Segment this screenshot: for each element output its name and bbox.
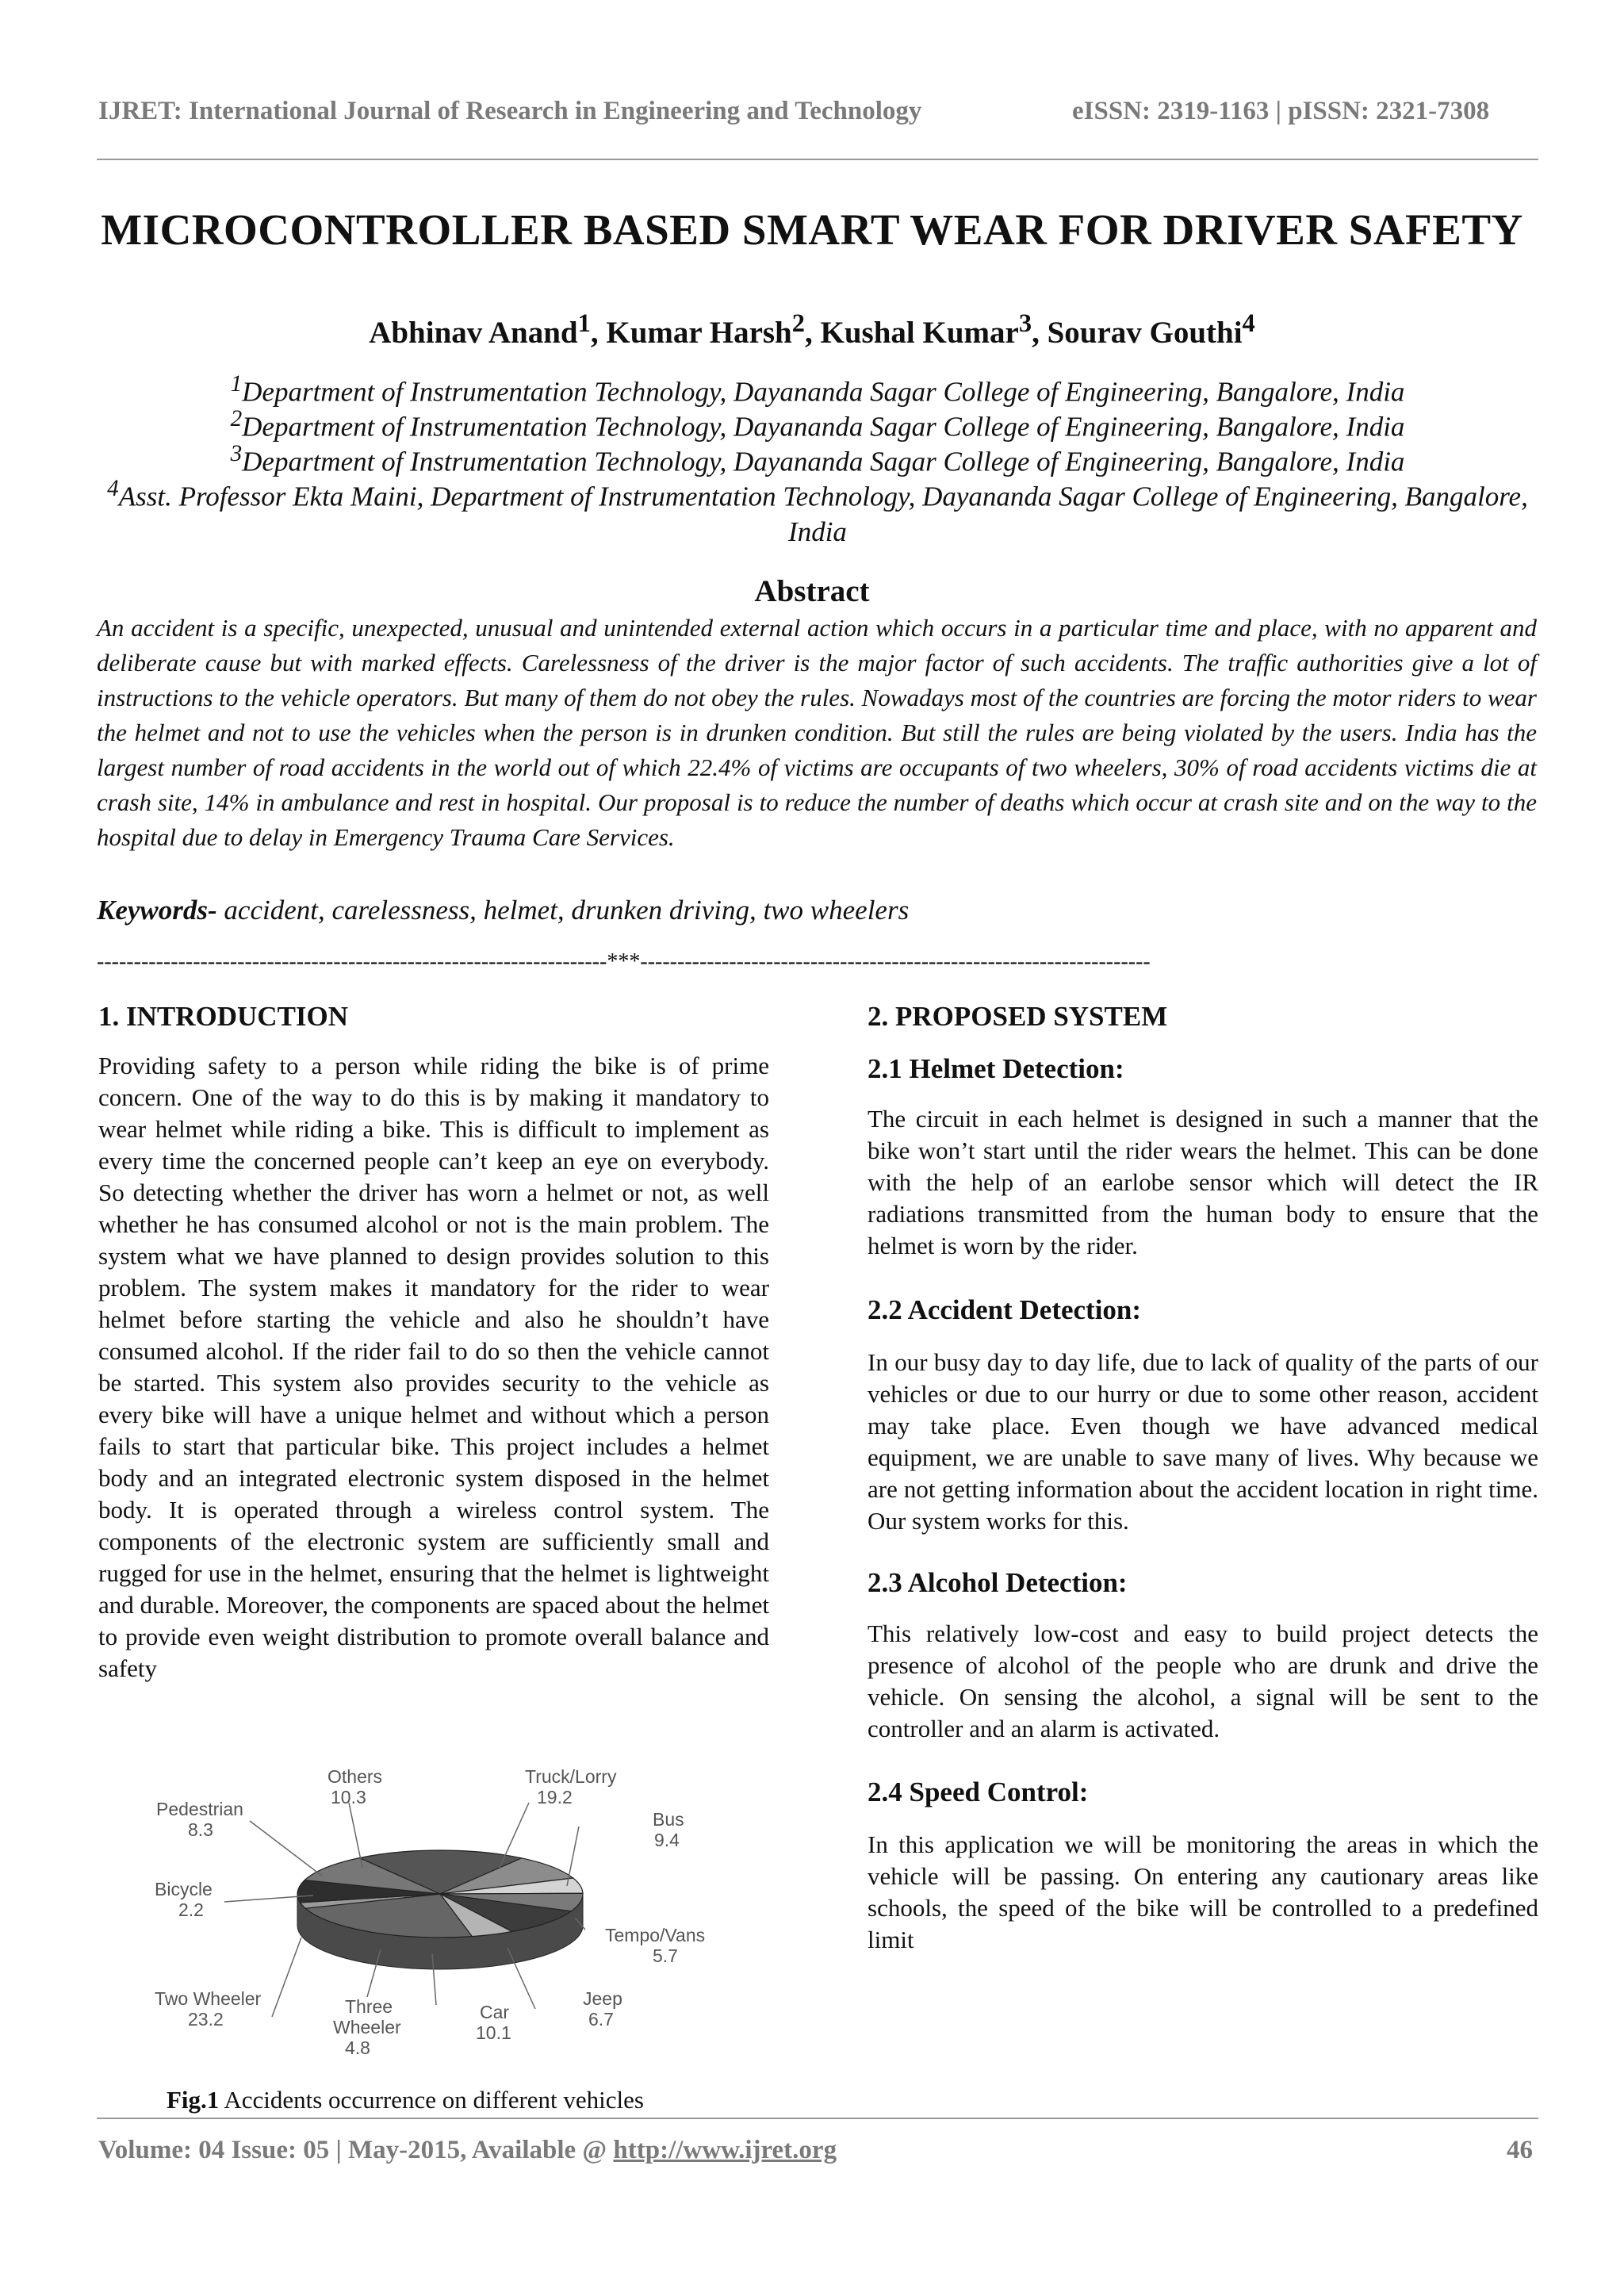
figure-label: Fig.1	[167, 2086, 220, 2114]
section-heading: 2.4 Speed Control:	[868, 1777, 1089, 1807]
label-car-value: 10.1	[476, 2022, 511, 2043]
keywords-label: Keywords-	[97, 895, 217, 926]
label-others-name: Others	[327, 1766, 383, 1787]
label-bus-name: Bus	[653, 1809, 684, 1830]
section-text: The circuit in each helmet is designed in such a manner that the bike won’t start until the rider wears the helmet. This can be done with the help of an earlobe sensor which will detect the IR radiations transmitted from the human body to ensure that the helmet is worn by the rider.	[868, 1105, 1538, 1259]
label-jeep-name: Jeep	[583, 1988, 622, 2009]
keywords	[97, 895, 909, 926]
label-bus-value: 9.4	[654, 1830, 680, 1850]
author: Kumar Harsh$^2$,	[606, 309, 821, 350]
affiliation: $^2$Department of Instrumentation Technology, Dayananda Sagar College of Engineering, Bangalore, India	[230, 406, 1405, 443]
label-pedestrian-name: Pedestrian	[156, 1799, 243, 1819]
pie-slices	[297, 1850, 583, 1938]
affiliation: $^1$Department of Instrumentation Technology, Dayananda Sagar College of Engineering, Bangalore, India	[230, 371, 1405, 408]
section-text: This relatively low-cost and easy to build project detects the presence of alcohol of the people who are drunk and drive the vehicle. On sensing the alcohol, a signal will be sent to the controller and an alarm is activated.	[868, 1619, 1538, 1742]
intro-heading: 1. INTRODUCTION	[98, 1001, 349, 1032]
label-twowheeler-name: Two Wheeler	[155, 1988, 262, 2009]
section-text: In our busy day to day life, due to lack of quality of the parts of our vehicles or due to our hurry or due to some other reason, accident may take place. Even though we have advanced medical equipment, we are unable to save many of lives. Why because we are not getting information about the accident location in right time. Our system works for this.	[868, 1348, 1538, 1535]
affiliation: $^4$Asst. Professor Ekta Maini, Department of Instrumentation Technology, Dayananda Sagar College of Engineering, Bangalore, India	[107, 476, 1528, 547]
figure-caption: Fig.1 Accidents occurrence on different vehicles	[167, 2086, 644, 2114]
journal-link[interactable]: http://www.ijret.org	[613, 2136, 837, 2164]
intro-text: Providing safety to a person while riding the bike is of prime concern. One of the way to do this is by making it mandatory to wear helmet while riding a bike. This is difficult to implement as every time the concerned people can’t keep an eye on everybody. So detecting whether the driver has worn a helmet or not, as well whether he has consumed alcohol or not is the main problem. The system what we have planned to design provides solution to this problem. The system makes it mandatory for the rider to wear helmet before starting the vehicle and also he shouldn’t have consumed alcohol. If the rider fail to do so then the vehicle cannot be started. This system also provides security to the vehicle as every bike will have a unique helmet and without which a person fails to start that particular bike. This project includes a helmet body and an integrated electronic system disposed in the helmet body. It is operated through a wireless control system. The components of the electronic system are sufficiently small and rugged for use in the helmet, ensuring that the helmet is lightweight and durable. Moreover, the components are spaced about the helmet to provide even weight distribution to promote overall balance and safety	[98, 1052, 769, 1682]
label-tempo-name: Tempo/Vans	[605, 1925, 706, 1945]
label-three-name: Three	[345, 1996, 393, 2017]
author: Sourav Gouthi$^4$	[1047, 309, 1255, 350]
keywords-text: accident, carelessness, helmet, drunken driving, two wheelers	[216, 895, 910, 926]
section-heading: 2.2 Accident Detection:	[868, 1294, 1142, 1325]
issn-info: eISSN: 2319-1163 | pISSN: 2321-7308	[1072, 97, 1490, 125]
abstract-heading: Abstract	[754, 574, 870, 608]
author: Abhinav Anand$^1$,	[369, 309, 607, 350]
abstract-text: An accident is a specific, unexpected, unusual and unintended external action which occurs in a particular time and place, with no apparent and deliberate cause but with marked effects. Carelessness of the driver is the major factor of such accidents. The traffic authorities give a lot of instructions to the vehicle operators. But many of them do not obey the rules. Nowadays most of the countries are forcing the motor riders to wear the helmet and not to use the vehicles when the person is in drunken condition. But still the rules are being violated by the users. India has the largest number of road accidents in the world out of which 22.4% of victims are occupants of two wheelers, 30% of road accidents victims die at crash site, 14% in ambulance and rest in hospital. Our proposal is to reduce the number of deaths which occur at crash site and on the way to the hospital due to delay in Emergency Trauma Care Services.	[97, 614, 1537, 851]
section-text: In this application we will be monitoring the areas in which the vehicle will be passing. On entering any cautionary areas like schools, the speed of the bike will be controlled to a predefined limit	[868, 1830, 1538, 1953]
footer-volume: Volume: 04 Issue: 05 | May-2015, Available @ http://www.ijret.org	[98, 2136, 837, 2164]
section-separator: ---------------------------------------------------------------------***---------------------------------------------------------------------	[97, 949, 1151, 974]
label-truck-value: 19.2	[537, 1787, 573, 1807]
label-truck-name: Truck/Lorry	[525, 1766, 617, 1787]
section-heading: 2.3 Alcohol Detection:	[868, 1567, 1128, 1598]
label-jeep-value: 6.7	[588, 2009, 614, 2030]
label-pedestrian-value: 8.3	[188, 1819, 213, 1840]
footer-rule	[97, 2118, 1538, 2119]
section-heading: 2.1 Helmet Detection:	[868, 1053, 1124, 1084]
label-bicycle-name: Bicycle	[155, 1879, 213, 1899]
paper-title: MICROCONTROLLER BASED SMART WEAR FOR DRIVER SAFETY	[101, 205, 1523, 254]
affiliation: $^3$Department of Instrumentation Technology, Dayananda Sagar College of Engineering, Bangalore, India	[230, 441, 1405, 477]
label-twowheeler-value: 23.2	[188, 2009, 224, 2030]
page-number: 46	[1507, 2136, 1533, 2164]
proposed-heading: 2. PROPOSED SYSTEM	[868, 1001, 1168, 1032]
author-list	[0, 309, 1624, 351]
label-threewheeler-value: 4.8	[345, 2037, 370, 2058]
label-wheeler-name: Wheeler	[333, 2017, 401, 2037]
journal-name: IJRET: International Journal of Research in Engineering and Technology	[98, 97, 922, 125]
header-rule	[97, 159, 1538, 160]
label-bicycle-value: 2.2	[178, 1899, 204, 1920]
label-car-name: Car	[480, 2002, 510, 2022]
label-tempo-value: 5.7	[653, 1945, 678, 1966]
label-others-value: 10.3	[331, 1787, 366, 1807]
accident-pie-chart	[155, 1759, 726, 2076]
author: Kushal Kumar$^3$,	[820, 309, 1048, 350]
